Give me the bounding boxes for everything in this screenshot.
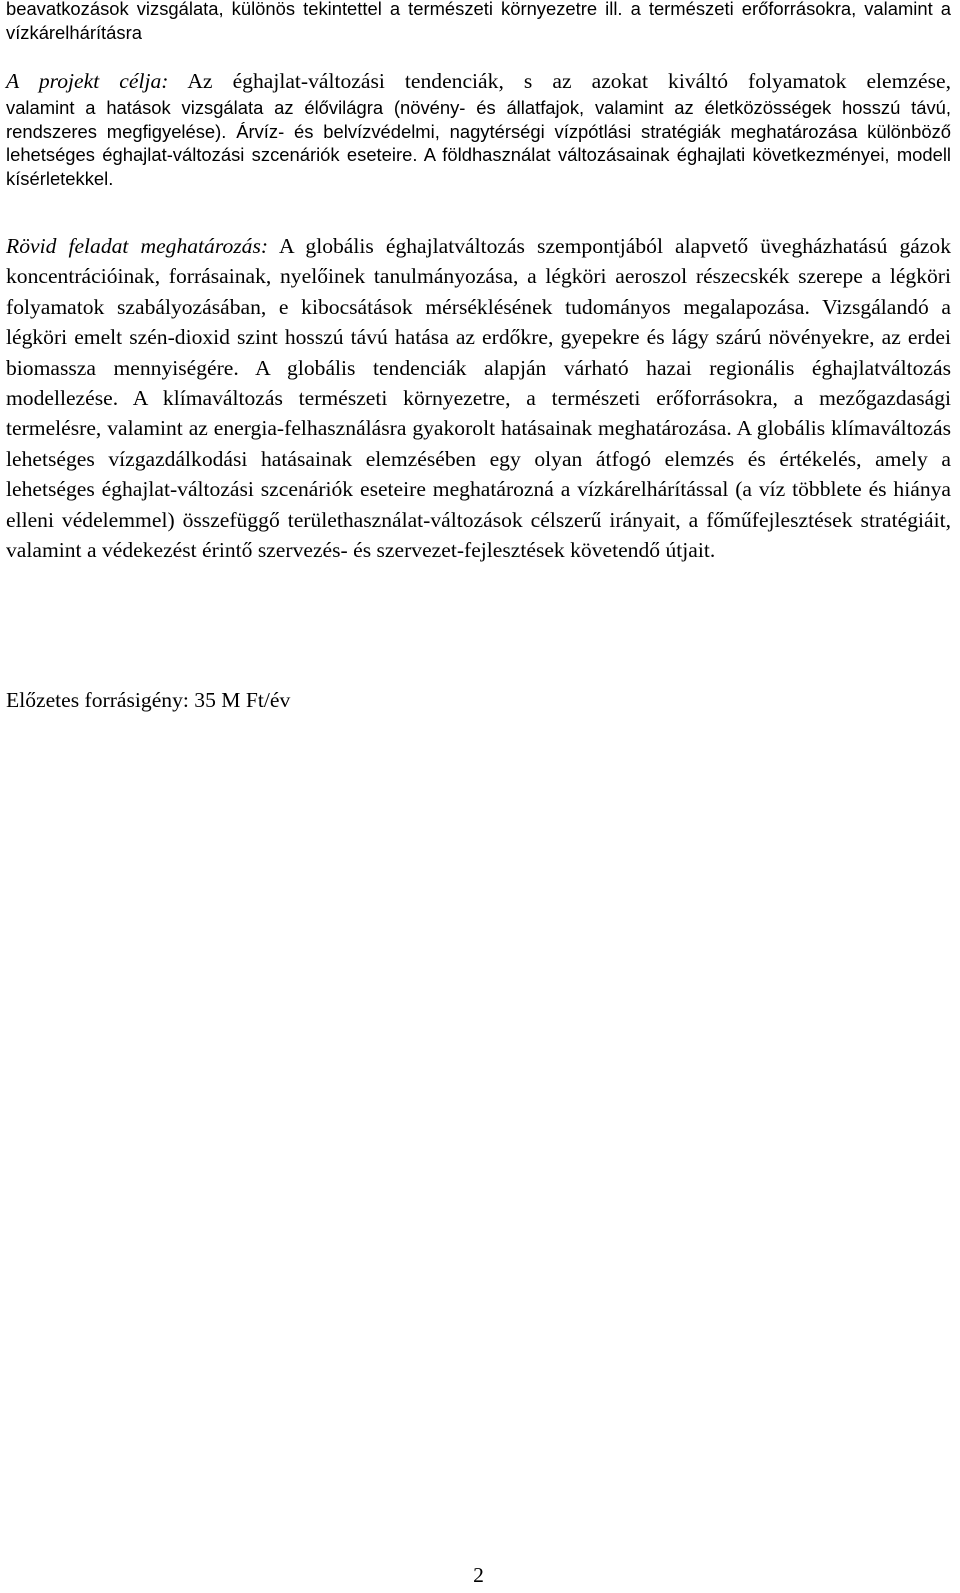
document-page [6, 0, 951, 1593]
task-label: Rövid feladat meghatározás: [6, 234, 269, 258]
goal-label: A projekt célja: [6, 69, 169, 93]
budget-text: Előzetes forrásigény: 35 M Ft/év [6, 688, 291, 712]
goal-paragraph [6, 66, 951, 190]
intro-text: beavatkozások vizsgálata, különös tekintettel a természeti környezetre ill. a természeti erőforrásokra, valamint a vízkárelhárításra [6, 0, 951, 43]
goal-sans-text: valamint a hatások vizsgálata az élővilágra (növény- és állatfajok, valamint az életközösségek hosszú távú, rendszeres megfigyelése). Árvíz- és belvízvédelmi, nagytérségi vízpótlási stratégiák meghatározása különböző lehetséges éghajlat-változási szcenáriók eseteire. A földhasználat változásainak éghajlati következményei, modell kísérletekkel. [6, 97, 951, 189]
task-text: A globális éghajlatváltozás szempontjából alapvető üvegházhatású gázok koncentrációinak, forrásainak, nyelőinek tanulmányozása, a légköri aeroszol részecskék szerepe a légköri folyamatok szabályozásában, e kibocsátások mérséklésének tudományos megalapozása. Vizsgálandó a légköri emelt szén-dioxid szint hosszú távú hatása az erdőkre, gyepekre és lágy szárú növényekre, az erdei biomassza mennyiségére. A globális tendenciák alapján várható hazai regionális éghajlatváltozás modellezése. A klímaváltozás természeti környezetre, a természeti erőforrásokra, a mezőgazdasági termelésre, valamint az energia-felhasználásra gyakorolt hatásainak meghatározása. A globális klímaváltozás lehetséges vízgazdálkodási hatásainak elemzésében egy olyan átfogó elemzés és értékelés, amely a lehetséges éghajlat-változási szcenáriók eseteire meghatározná a vízkárelhárítással (a víz többlete és hiánya elleni védelemmel) összefüggő területhasználat-változások célszerű irányait, a főműfejlesztések stratégiáit, valamint a védekezést érintő szervezés- és szervezet-fejlesztések követendő útjait. [6, 234, 952, 563]
page-number: 2 [473, 1563, 484, 1587]
task-paragraph [6, 231, 951, 565]
goal-serif-line [6, 66, 951, 96]
budget-line [6, 685, 951, 715]
goal-serif-text: Az éghajlat-változási tendenciák, s az azokat kiváltó folyamatok elemzése, [168, 69, 951, 93]
intro-paragraph [6, 0, 951, 44]
